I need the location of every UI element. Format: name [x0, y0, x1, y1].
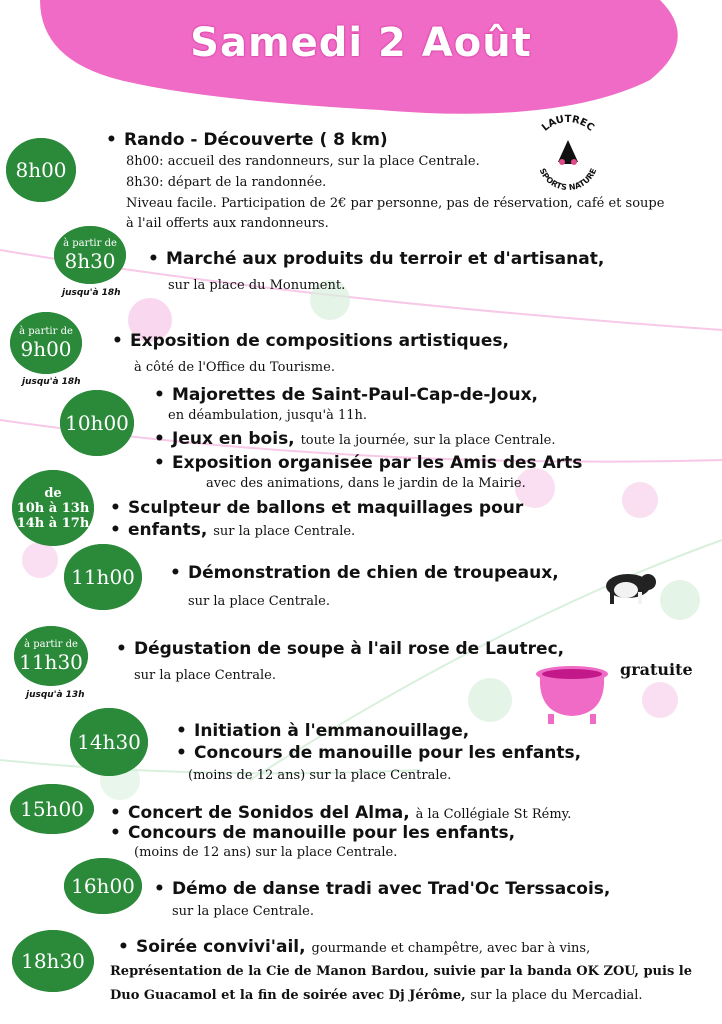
time-suffix: jusqu'à 13h [26, 690, 85, 700]
time-label: 11h00 [71, 565, 135, 589]
event-detail: 8h30: départ de la randonnée. [126, 175, 327, 190]
time-label: 14h30 [77, 730, 141, 754]
event-detail: sur la place Centrale. [188, 594, 330, 609]
event-title: • Exposition organisée par les Amis des Arts [172, 452, 582, 474]
event-detail-bold-with-suffix [110, 986, 643, 1005]
time-label: 16h00 [71, 874, 135, 898]
event-title-line2: enfants, [128, 520, 208, 540]
sheepdog-icon [598, 560, 662, 608]
event-title: • Démo de danse tradi avec Trad'Oc Terssacois, [172, 878, 610, 900]
time-circle-10h-17h [12, 470, 94, 546]
event-detail: sur la place du Mercadial. [470, 988, 643, 1003]
time-label: 10h00 [65, 411, 129, 435]
free-badge: gratuite [620, 660, 693, 679]
event-detail: Niveau facile. Participation de 2€ par personne, pas de réservation, café et soupe [126, 196, 665, 211]
time-circle-8h00 [6, 138, 76, 202]
event-title: • Concours de manouille pour les enfants, [128, 822, 515, 844]
event-title: • Concours de manouille pour les enfants, [194, 742, 581, 764]
event-title: • Initiation à l'emmanouillage, [194, 720, 469, 742]
event-detail: à l'ail offerts aux randonneurs. [126, 216, 329, 231]
svg-text:SPORTS NATURE [538, 167, 599, 192]
event-title-with-detail [172, 428, 556, 452]
event-title: • Exposition de compositions artistiques, [130, 330, 509, 352]
time-circle-16h00 [64, 858, 142, 914]
logo-bottom-text: SPORTS NATURE [537, 166, 599, 192]
time-suffix: jusqu'à 18h [62, 288, 121, 298]
time-circle-18h30 [12, 930, 94, 992]
svg-text:LAUTREC [540, 114, 596, 134]
cauldron-icon [532, 660, 612, 726]
event-detail-bold: Représentation de la Cie de Manon Bardou, suivie par la banda OK ZOU, puis le [110, 964, 692, 979]
time-label: 18h30 [21, 949, 85, 973]
logo-top-text: LAUTREC [540, 113, 596, 134]
time-label: 9h00 [20, 337, 72, 361]
time-prefix: à partir de [24, 639, 78, 650]
event-detail: sur la place Centrale. [172, 904, 314, 919]
event-detail: à côté de l'Office du Tourisme. [134, 360, 335, 375]
event-title: • Rando - Découverte ( 8 km) [124, 129, 388, 151]
event-title: • Majorettes de Saint-Paul-Cap-de-Joux, [172, 384, 538, 406]
event-title: Concert de Sonidos del Alma, [128, 803, 410, 823]
event-title: Soirée convivi'ail, [136, 937, 306, 957]
time-prefix: à partir de [63, 238, 117, 249]
event-title: Jeux en bois, [172, 429, 295, 449]
time-label: 8h00 [15, 158, 67, 182]
time-prefix: à partir de [19, 326, 73, 337]
event-title: • Marché aux produits du terroir et d'artisanat, [166, 248, 604, 270]
time-range-afternoon: 14h à 17h [16, 515, 90, 531]
event-inline-detail: à la Collégiale St Rémy. [415, 807, 572, 822]
time-circle-9h00 [10, 312, 82, 374]
event-title-continued [128, 519, 355, 543]
event-detail: (moins de 12 ans) sur la place Centrale. [134, 845, 398, 860]
event-title: • Dégustation de soupe à l'ail rose de Lautrec, [134, 638, 564, 660]
time-circle-15h00 [10, 784, 94, 834]
lautrec-sports-nature-logo [528, 112, 608, 192]
time-circle-14h30 [70, 708, 148, 776]
event-detail: sur la place du Monument. [168, 278, 346, 293]
event-title-with-detail [136, 936, 590, 960]
time-circle-11h00 [64, 544, 142, 610]
event-detail: (moins de 12 ans) sur la place Centrale. [188, 768, 452, 783]
event-title: • Sculpteur de ballons et maquillages pour [128, 497, 523, 519]
event-title: • Démonstration de chien de troupeaux, [188, 562, 559, 584]
event-inline-detail: sur la place Centrale. [213, 524, 356, 539]
time-label: 11h30 [19, 650, 83, 674]
event-inline-detail: toute la journée, sur la place Centrale. [300, 433, 556, 448]
time-label: 15h00 [20, 797, 84, 821]
time-suffix: jusqu'à 18h [22, 377, 81, 387]
time-range-morning: 10h à 13h [16, 500, 90, 516]
event-detail: 8h00: accueil des randonneurs, sur la place Centrale. [126, 154, 480, 169]
time-circle-10h00 [60, 390, 134, 456]
event-inline-detail: gourmande et champêtre, avec bar à vins, [311, 941, 591, 956]
event-detail: sur la place Centrale. [134, 668, 276, 683]
time-label: 8h30 [64, 249, 116, 273]
time-circle-8h30 [54, 226, 126, 284]
event-detail: avec des animations, dans le jardin de la Mairie. [206, 476, 526, 491]
event-detail: en déambulation, jusqu'à 11h. [168, 408, 368, 423]
page-title: Samedi 2 Août [190, 20, 532, 66]
time-prefix: de [44, 485, 62, 501]
time-circle-11h30 [14, 626, 88, 686]
event-detail-bold: Duo Guacamol et la fin de soirée avec Dj Jérôme, [110, 988, 466, 1003]
